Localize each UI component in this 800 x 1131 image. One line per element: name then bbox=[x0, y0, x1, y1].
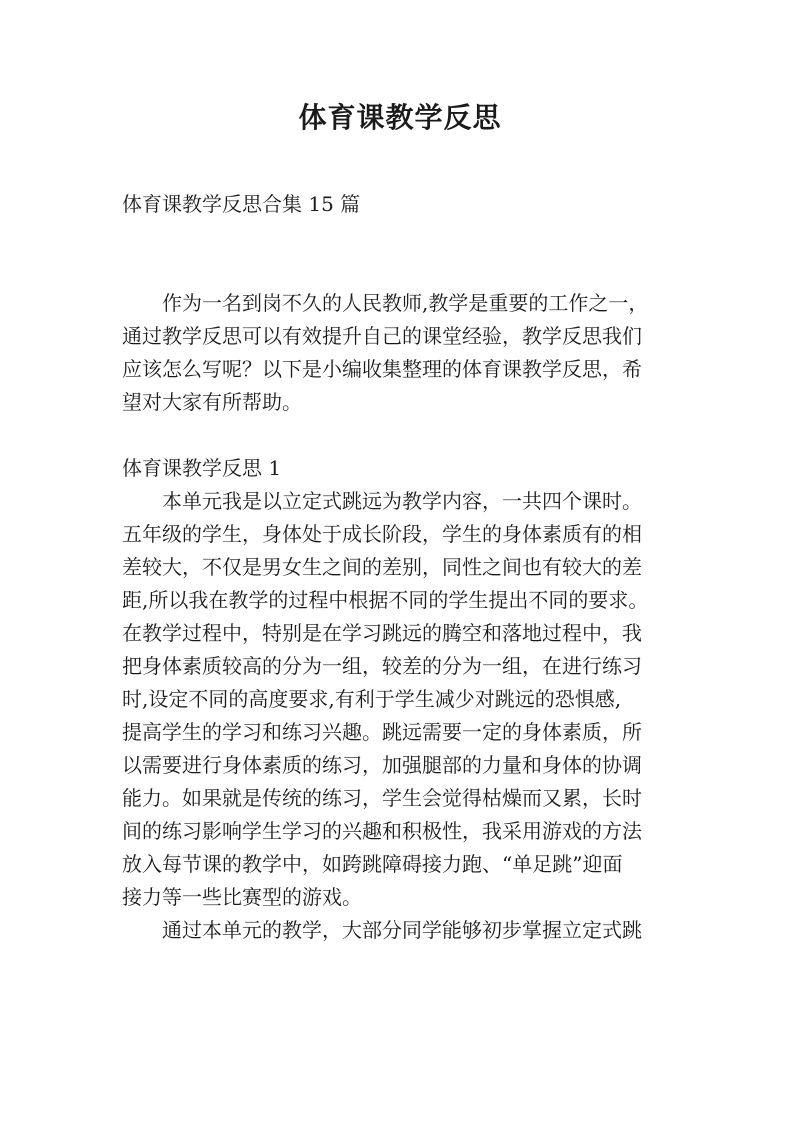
paragraph-line: 距,所以我在教学的过程中根据不同的学生提出不同的要求。 bbox=[122, 588, 649, 612]
paragraph-spacer bbox=[122, 254, 682, 287]
paragraph-line: 五年级的学生，身体处于成长阶段，学生的身体素质有的相 bbox=[122, 522, 642, 546]
body-paragraph bbox=[122, 485, 682, 914]
body-paragraph bbox=[122, 914, 682, 947]
document-subtitle: 体育课教学反思合集 15 篇 bbox=[122, 192, 361, 216]
paragraph-line: 间的练习影响学生学习的兴趣和积极性，我采用游戏的方法 bbox=[122, 819, 642, 843]
page-title: 体育课教学反思 bbox=[298, 101, 502, 134]
document-body bbox=[122, 188, 682, 947]
paragraph-spacer bbox=[122, 221, 682, 254]
intro-line: 作为一名到岗不久的人民教师,教学是重要的工作之一， bbox=[162, 291, 649, 315]
paragraph-line: 把身体素质较高的分为一组，较差的分为一组，在进行练习 bbox=[122, 654, 642, 678]
paragraph-line: 接力等一些比赛型的游戏。 bbox=[122, 885, 362, 909]
section-heading: 体育课教学反思 1 bbox=[122, 456, 282, 480]
paragraph-line: 以需要进行身体素质的练习，加强腿部的力量和身体的协调 bbox=[122, 753, 642, 777]
intro-line: 望对大家有所帮助。 bbox=[122, 390, 302, 414]
paragraph-line: 本单元我是以立定式跳远为教学内容，一共四个课时。 bbox=[162, 489, 642, 513]
paragraph-spacer bbox=[122, 419, 682, 452]
intro-paragraph bbox=[122, 287, 682, 419]
paragraph-line: 能力。如果就是传统的练习，学生会觉得枯燥而又累，长时 bbox=[122, 786, 642, 810]
paragraph-line: 放入每节课的教学中，如跨跳障碍接力跑、“单足跳”迎面 bbox=[122, 852, 623, 876]
paragraph-line: 通过本单元的教学，大部分同学能够初步掌握立定式跳 bbox=[162, 918, 642, 942]
paragraph-line: 提高学生的学习和练习兴趣。跳远需要一定的身体素质，所 bbox=[122, 720, 642, 744]
paragraph-line: 时,设定不同的高度要求,有利于学生减少对跳远的恐惧感, bbox=[122, 687, 622, 711]
intro-line: 应该怎么写呢？以下是小编收集整理的体育课教学反思，希 bbox=[122, 357, 642, 381]
paragraph-line: 在教学过程中，特别是在学习跳远的腾空和落地过程中，我 bbox=[122, 621, 642, 645]
paragraph-line: 差较大，不仅是男女生之间的差别，同性之间也有较大的差 bbox=[122, 555, 642, 579]
intro-line: 通过教学反思可以有效提升自己的课堂经验，教学反思我们 bbox=[122, 324, 642, 348]
